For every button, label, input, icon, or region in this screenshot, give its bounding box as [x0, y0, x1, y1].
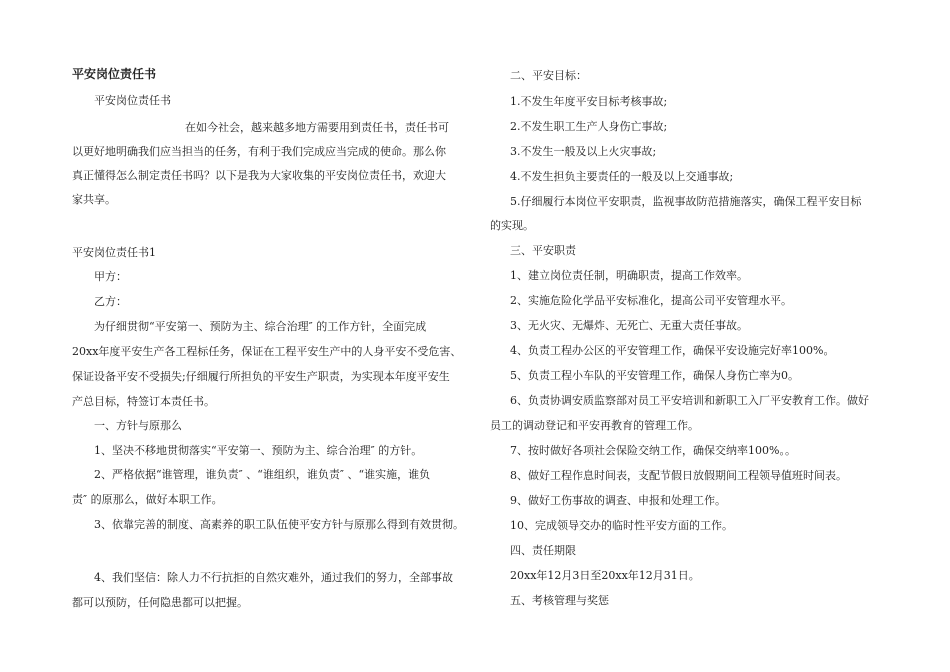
section-heading: 五、考核管理与奖惩: [510, 594, 609, 607]
section-heading: 四、责任期限: [510, 544, 576, 557]
list-item: 10、完成领导交办的临时性平安方面的工作。: [510, 519, 733, 532]
doc-heading: 平安岗位责任书1: [72, 246, 156, 259]
list-item: 1、建立岗位责任制，明确职责，提高工作效率。: [510, 269, 748, 282]
section-heading: 三、平安职责: [510, 244, 576, 257]
list-item: 员工的调动登记和平安再教育的管理工作。: [490, 419, 699, 432]
list-item: 3、无火灾、无爆炸、无死亡、无重大责任事故。: [510, 319, 748, 332]
list-item: 责″ 的原那么，做好本职工作。: [72, 493, 223, 506]
period-text: 20xx年12月3日至20xx年12月31日。: [510, 569, 700, 582]
list-item: 4、我们坚信：除人力不行抗拒的自然灾难外，通过我们的努力，全部事故: [94, 571, 453, 584]
list-item: 7、按时做好各项社会保险交纳工作，确保交纳率100%。。: [510, 444, 796, 457]
paragraph-line: 产总目标，特签订本责任书。: [72, 395, 215, 408]
list-item: 3.不发生一般及以上火灾事故;: [510, 145, 657, 158]
intro-line: 在如今社会，越来越多地方需要用到责任书，责任书可: [185, 121, 449, 134]
list-item: 3、依靠完善的制度、高素养的职工队伍使平安方针与原那么得到有效贯彻。: [94, 518, 464, 531]
paragraph-line: 保证设备平安不受损失;仔细履行所担负的平安生产职责，为实现本年度平安生: [72, 370, 450, 383]
list-item: 2.不发生职工生产人身伤亡事故;: [510, 120, 668, 133]
paragraph-line: 20xx年度平安生产各工程标任务，保证在工程平安生产中的人身平安不受危害、: [72, 345, 462, 358]
section-heading: 一、方针与原那么: [94, 419, 182, 432]
party-a-label: 甲方：: [94, 270, 127, 283]
list-item: 2、实施危险化学品平安标准化，提高公司平安管理水平。: [510, 294, 792, 307]
party-b-label: 乙方：: [94, 295, 127, 308]
list-item: 都可以预防，任何隐患都可以把握。: [72, 596, 248, 609]
section-heading: 二、平安目标：: [510, 69, 587, 82]
list-item: 2、严格依据“谁管理，谁负责″ 、“谁组织，谁负责″ 、“谁实施，谁负: [94, 468, 431, 481]
list-item: 4、负责工程办公区的平安管理工作，确保平安设施完好率100%。: [510, 344, 835, 357]
list-item: 6、负责协调安质监察部对员工平安培训和新职工入厂平安教育工作。做好: [510, 394, 869, 407]
list-item: 1、坚决不移地贯彻落实“平安第一、预防为主、综合治理″ 的方针。: [94, 444, 423, 457]
list-item: 的实现。: [490, 219, 534, 232]
list-item: 8、做好工程作息时间表，支配节假日放假期间工程领导值班时间表。: [510, 469, 847, 482]
list-item: 5.仔细履行本岗位平安职责，监视事故防范措施落实，确保工程平安目标: [510, 195, 862, 208]
list-item: 9、做好工伤事故的调查、申报和处理工作。: [510, 494, 726, 507]
intro-line: 真正懂得怎么制定责任书吗？以下是我为大家收集的平安岗位责任书，欢迎大: [72, 169, 446, 182]
document-subtitle: 平安岗位责任书: [94, 94, 171, 107]
list-item: 1.不发生年度平安目标考核事故;: [510, 95, 668, 108]
document-title: 平安岗位责任书: [72, 67, 157, 81]
list-item: 4.不发生担负主要责任的一般及以上交通事故;: [510, 170, 734, 183]
intro-line: 家共享。: [72, 193, 116, 206]
list-item: 5、负责工程小车队的平安管理工作，确保人身伤亡率为0。: [510, 369, 799, 382]
intro-line: 以更好地明确我们应当担当的任务，有利于我们完成应当完成的使命。那么你: [72, 145, 446, 158]
paragraph-line: 为仔细贯彻“平安第一、预防为主、综合治理″ 的工作方针，全面完成: [94, 320, 427, 333]
